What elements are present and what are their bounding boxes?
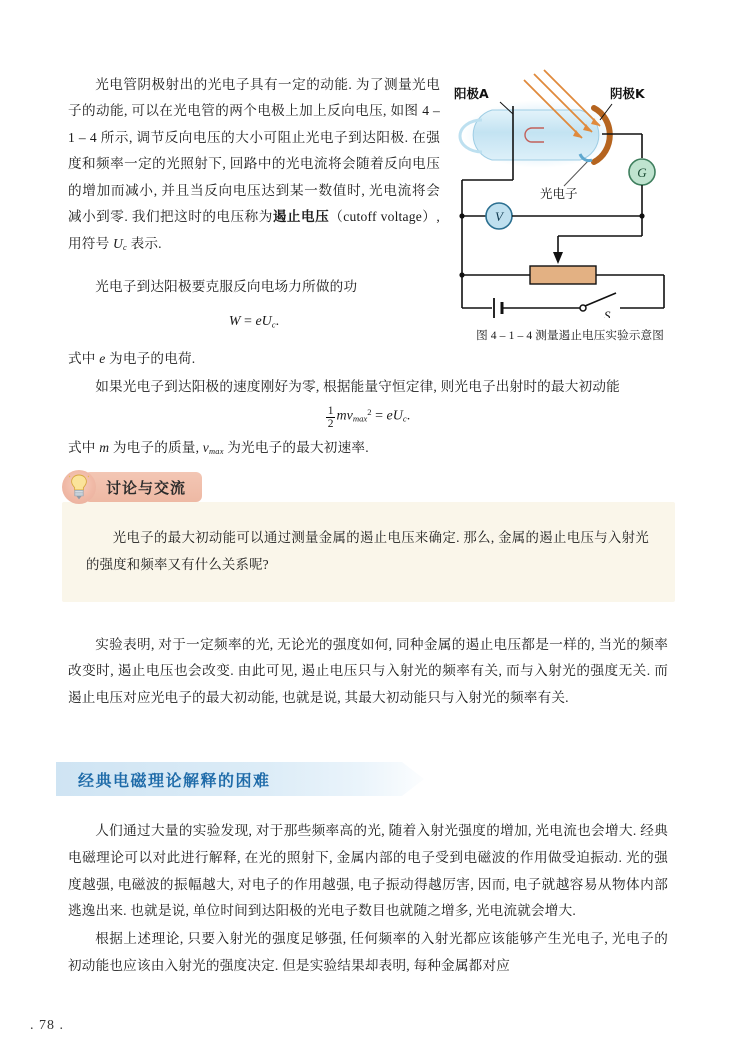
- lower-paragraph-2: 根据上述理论, 只要入射光的强度足够强, 任何频率的入射光都应该能够产生光电子, 光电子的初动能也应该由入射光的强度决定. 但是实验结果却表明, 每种金属都对应: [68, 931, 668, 973]
- switch-label: S: [604, 308, 611, 318]
- paragraph-work: 光电子到达阳极要克服反向电场力所做的功: [95, 278, 358, 294]
- cathode-label: 阴极K: [610, 86, 645, 101]
- discussion-title-tab: [84, 472, 202, 502]
- left-text-column: [68, 58, 440, 332]
- formula-work-period: .: [275, 313, 280, 329]
- formula-kinetic-v: v: [346, 408, 353, 424]
- discussion-box: [62, 470, 675, 602]
- formula-kinetic-fraction: [326, 405, 336, 431]
- formula-kinetic-den: 2: [327, 417, 334, 430]
- discussion-body: [62, 502, 675, 602]
- formula-work-sub: c: [271, 319, 276, 330]
- figure-4-1-4: [452, 68, 688, 343]
- paragraph-after-work: 式中 e 为电子的电荷.: [68, 351, 196, 366]
- paragraph-energy: 如果光电子到达阳极的速度刚好为零, 根据能量守恒定律, 则光电子出射时的最大初动能: [95, 379, 620, 395]
- top-zone: [0, 58, 733, 342]
- formula-kinetic-m: m: [336, 408, 347, 424]
- formula-kinetic-U: U: [392, 408, 403, 424]
- formula-kinetic-vsup: 2: [367, 406, 372, 417]
- galvanometer-label: G: [637, 165, 647, 180]
- formula-kinetic: [68, 405, 668, 431]
- formula-work-eq: =: [244, 313, 252, 329]
- formula-kinetic-Usub: c: [402, 413, 407, 424]
- paragraph-intro-part2: （cutoff voltage）, 用符号 $U_c$ 表示.: [68, 209, 440, 252]
- formula-work-U: U: [261, 313, 272, 329]
- formula-work-W: W: [228, 313, 241, 329]
- paragraph-intro: [68, 72, 440, 261]
- lightbulb-icon: [62, 470, 96, 504]
- lower-paragraph-1: 人们通过大量的实验发现, 对于那些频率高的光, 随着入射光强度的增加, 光电流也会增大. 经典电磁理论可以对此进行解释, 在光的照射下, 金属内部的电子受到电磁波的作用做受迫振动. 光的强度越强, 电磁波的振幅越大, 对电子的作用越强, 电子振动得越厉害, 因而, 电子就越容易从物体内部逃逸出来. 也就是说, 单位时间到达阳极的光电子数目也就随之增多, 光电流就会增大.: [68, 823, 668, 919]
- section-heading-banner: [56, 762, 436, 796]
- middle-paragraph: 实验表明, 对于一定频率的光, 无论光的强度如何, 同种金属的遏止电压都是一样的, 当光的频率改变时, 遏止电压也会改变. 由此可见, 遏止电压只与入射光的频率有关, 而与入射光的强度无关. 而遏止电压对应光电子的最大初动能, 也就是说, 其最大初动能只与入射光的频率有关.: [68, 637, 668, 705]
- node-left-rheostat: [459, 272, 464, 277]
- lower-text: [68, 818, 668, 980]
- paragraph-intro-part1: 光电管阴极射出的光电子具有一定的动能. 为了测量光电子的动能, 可以在光电管的两个电极上加上反向电压, 如图 4 – 1 – 4 所示, 调节反向电压的大小可阻止光电子到达阳极. 在强度和频率一定的光照射下, 回路中的光电流将会随着反向电压的增加而减小, 并且当反向电压达到某一数值时, 光电流将会减小到零. 我们把这时的电压称为: [68, 76, 440, 225]
- section-heading-text: 经典电磁理论解释的困难: [78, 770, 271, 790]
- formula-kinetic-vsub: max: [352, 413, 368, 424]
- formula-work: [68, 314, 440, 330]
- rheostat: [530, 266, 596, 284]
- formula-work-e: e: [255, 313, 262, 329]
- keyword-cutoff-voltage: 遏止电压: [272, 209, 330, 225]
- middle-paragraph-wrap: [68, 632, 668, 711]
- formula-kinetic-period: .: [406, 408, 411, 424]
- voltmeter-label: V: [495, 209, 503, 224]
- circuit-diagram-svg: [452, 68, 688, 318]
- discussion-title: 讨论与交流: [106, 478, 187, 497]
- formula-kinetic-eq: =: [375, 408, 384, 424]
- discussion-header: [62, 470, 675, 504]
- slider-arrowhead: [553, 252, 563, 264]
- figure-caption: 图 4 – 1 – 4 测量遏止电压实验示意图: [476, 329, 664, 342]
- discussion-text: 光电子的最大初动能可以通过测量金属的遏止电压来确定. 那么, 金属的遏止电压与入射光的强度和频率又有什么关系呢?: [86, 530, 649, 572]
- photoelectron-label: 光电子: [540, 186, 578, 201]
- formula-kinetic-e: e: [386, 408, 393, 424]
- paragraph-after-kinetic: 式中 m 为电子的质量, $v_{max}$ 为光电子的最大初速率.: [68, 440, 369, 457]
- lightbulb-icon-svg: [69, 474, 89, 500]
- switch-blade[interactable]: [585, 293, 616, 306]
- formula-kinetic-num: 1: [327, 404, 334, 417]
- anode-label: 阳极A: [454, 86, 489, 101]
- page-number: . 78 .: [30, 1018, 64, 1033]
- body-flow: [68, 346, 668, 465]
- node-left-voltmeter: [459, 213, 464, 218]
